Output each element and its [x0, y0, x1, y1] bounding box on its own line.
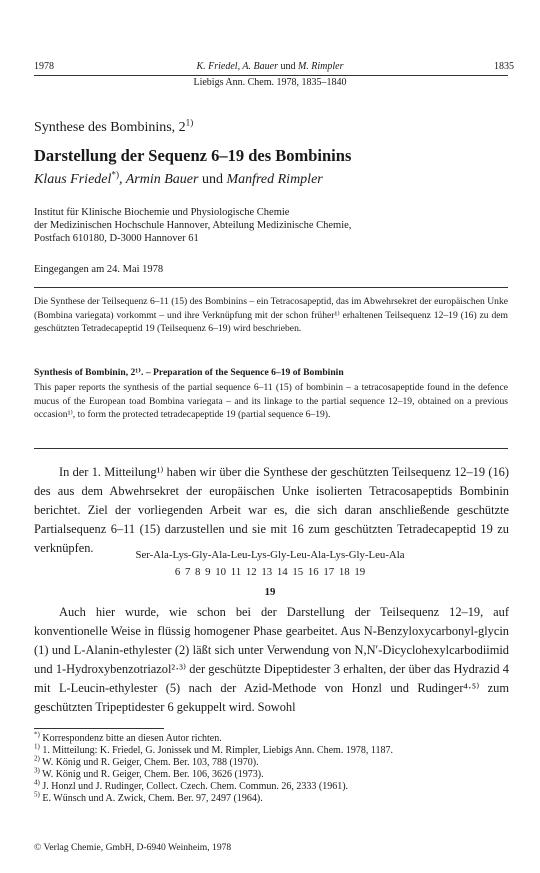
series-title — [34, 117, 194, 136]
header-page-number: 1835 — [494, 61, 514, 72]
author-and: und — [201, 172, 223, 187]
footnote-text: Korrespondenz bitte an diesen Autor richten. — [42, 733, 222, 744]
abstract-english: This paper reports the synthesis of the partial sequence 6–11 (15) of bombinin – a tetracosapeptide found in the defence mucus of the European toad Bombina variegata – and its linkage to the partial sequence 12–19, obtained on a previous occasion¹⁾, to form the protected tetradecapeptide 19 (partial sequence 6–19). — [34, 382, 508, 421]
footnote — [34, 766, 509, 781]
institute-line: Institut für Klinische Biochemie und Physiologische Chemie — [34, 207, 290, 218]
abstract-english-title: Synthesis of Bombinin, 2¹⁾. – Preparation of the Sequence 6–19 of Bombinin — [34, 367, 344, 378]
footnote — [34, 754, 509, 769]
header-author-last: M. Rimpler — [297, 61, 344, 72]
author-1-footnote: *) — [111, 169, 119, 180]
article-title: Darstellung der Sequenz 6–19 des Bombinins — [34, 146, 352, 165]
footnote-text: W. König und R. Geiger, Chem. Ber. 103, 788 (1970). — [42, 757, 259, 768]
abstract-german: Die Synthese der Teilsequenz 6–11 (15) des Bombinins – ein Tetracosapeptid, das im Abwehrsekret der europäischen Unke (Bombina variegata) vorkommt – und ihre Verknüpfung mit der schon früher¹⁾ erhaltenen Teilsequenz 12–19 (16) zu dem geschützten Tetradecapeptid 19 (Teilsequenz 6–19) wird beschrieben. — [34, 296, 508, 335]
header-year: 1978 — [34, 61, 54, 72]
header-authors-first: K. Friedel, A. Bauer — [196, 61, 278, 72]
footnote-mark: 2) — [34, 754, 40, 763]
header-rule — [34, 75, 508, 76]
footnote — [34, 778, 509, 793]
footnote-list — [34, 730, 509, 805]
institute-line: Postfach 610180, D-3000 Hannover 61 — [34, 233, 199, 244]
footnote — [34, 730, 509, 745]
received-date: Eingegangen am 24. Mai 1978 — [34, 264, 164, 275]
footnote-text: W. König und R. Geiger, Chem. Ber. 106, 3626 (1973). — [42, 769, 264, 780]
author-2: , Armin Bauer — [118, 172, 199, 187]
footnote — [34, 790, 509, 805]
footnote-mark: 4) — [34, 778, 40, 787]
peptide-sequence: Ser-Ala-Lys-Gly-Ala-Leu-Lys-Gly-Leu-Ala-Lys-Gly-Leu-Ala — [135, 549, 405, 561]
copyright-notice: © Verlag Chemie, GmbH, D-6940 Weinheim, 1978 — [34, 842, 232, 853]
header-authors — [0, 61, 540, 72]
footnote-mark: *) — [34, 730, 40, 739]
compound-number: 19 — [264, 586, 276, 598]
footnote-mark: 3) — [34, 766, 40, 775]
footnote-text: E. Wünsch und A. Zwick, Chem. Ber. 97, 2497 (1964). — [42, 793, 263, 804]
footnote-text: J. Honzl und J. Rudinger, Collect. Czech. Chem. Commun. 26, 2333 (1961). — [42, 781, 349, 792]
author-1: Klaus Friedel — [34, 172, 112, 187]
series-title-text: Synthese des Bombinins, 2 — [34, 120, 186, 135]
abstract-top-rule — [34, 287, 508, 288]
body-paragraph-1: In der 1. Mitteilung¹⁾ haben wir über die Synthese der geschützten Teilsequenz 12–19 (16) des aus dem Abwehrsekret der europäischen Unke isolierten Tetracosapeptids Bombinin berichtet. Ziel der vorliegenden Arbeit war es, die sich daran anschließende geschützte Partialsequenz 6–11 (15) darzustellen und sie mit 16 zum geschützten Tetradecapeptid 19 zu verknüpfen. — [34, 465, 509, 555]
footnote-mark: 1) — [34, 742, 40, 751]
journal-reference: Liebigs Ann. Chem. 1978, 1835–1840 — [193, 77, 347, 88]
series-title-footnote: 1) — [185, 117, 194, 128]
footnote-rule — [34, 728, 164, 729]
author-3: Manfred Rimpler — [226, 172, 323, 187]
abstract-bottom-rule — [34, 448, 508, 449]
institute-line: der Medizinischen Hochschule Hannover, Abteilung Medizinische Chemie, — [34, 220, 352, 231]
sequence-position-numbers: 6 7 8 9 10 11 12 13 14 15 16 17 18 19 — [174, 566, 366, 578]
body-paragraph-2: Auch hier wurde, wie schon bei der Darstellung der Teilsequenz 12–19, auf konventionelle Weise in flüssig homogener Phase gearbeitet. Aus N-Benzyloxycarbonyl-glycin (1) und L-Alanin-ethylester (2) läßt sich unter Verwendung von N,N′-Dicyclohexylcarbodiimid und 1-Hydroxybenzotriazol²·³⁾ der geschützte Dipeptidester 3 erhalten, der über das Hydrazid 4 mit L-Leucin-ethylester (5) nach der Azid-Methode von Honzl und Rudinger⁴·⁵⁾ zum geschützten Tripeptidester 6 gekuppelt wird. Sowohl — [34, 605, 509, 714]
footnote — [34, 742, 509, 757]
footnote-mark: 5) — [34, 790, 40, 799]
author-line — [34, 169, 323, 188]
institute-address — [34, 206, 351, 245]
header-and: und — [280, 61, 296, 72]
footnote-text: 1. Mitteilung: K. Friedel, G. Jonissek und M. Rimpler, Liebigs Ann. Chem. 1978, 1187. — [42, 745, 393, 756]
